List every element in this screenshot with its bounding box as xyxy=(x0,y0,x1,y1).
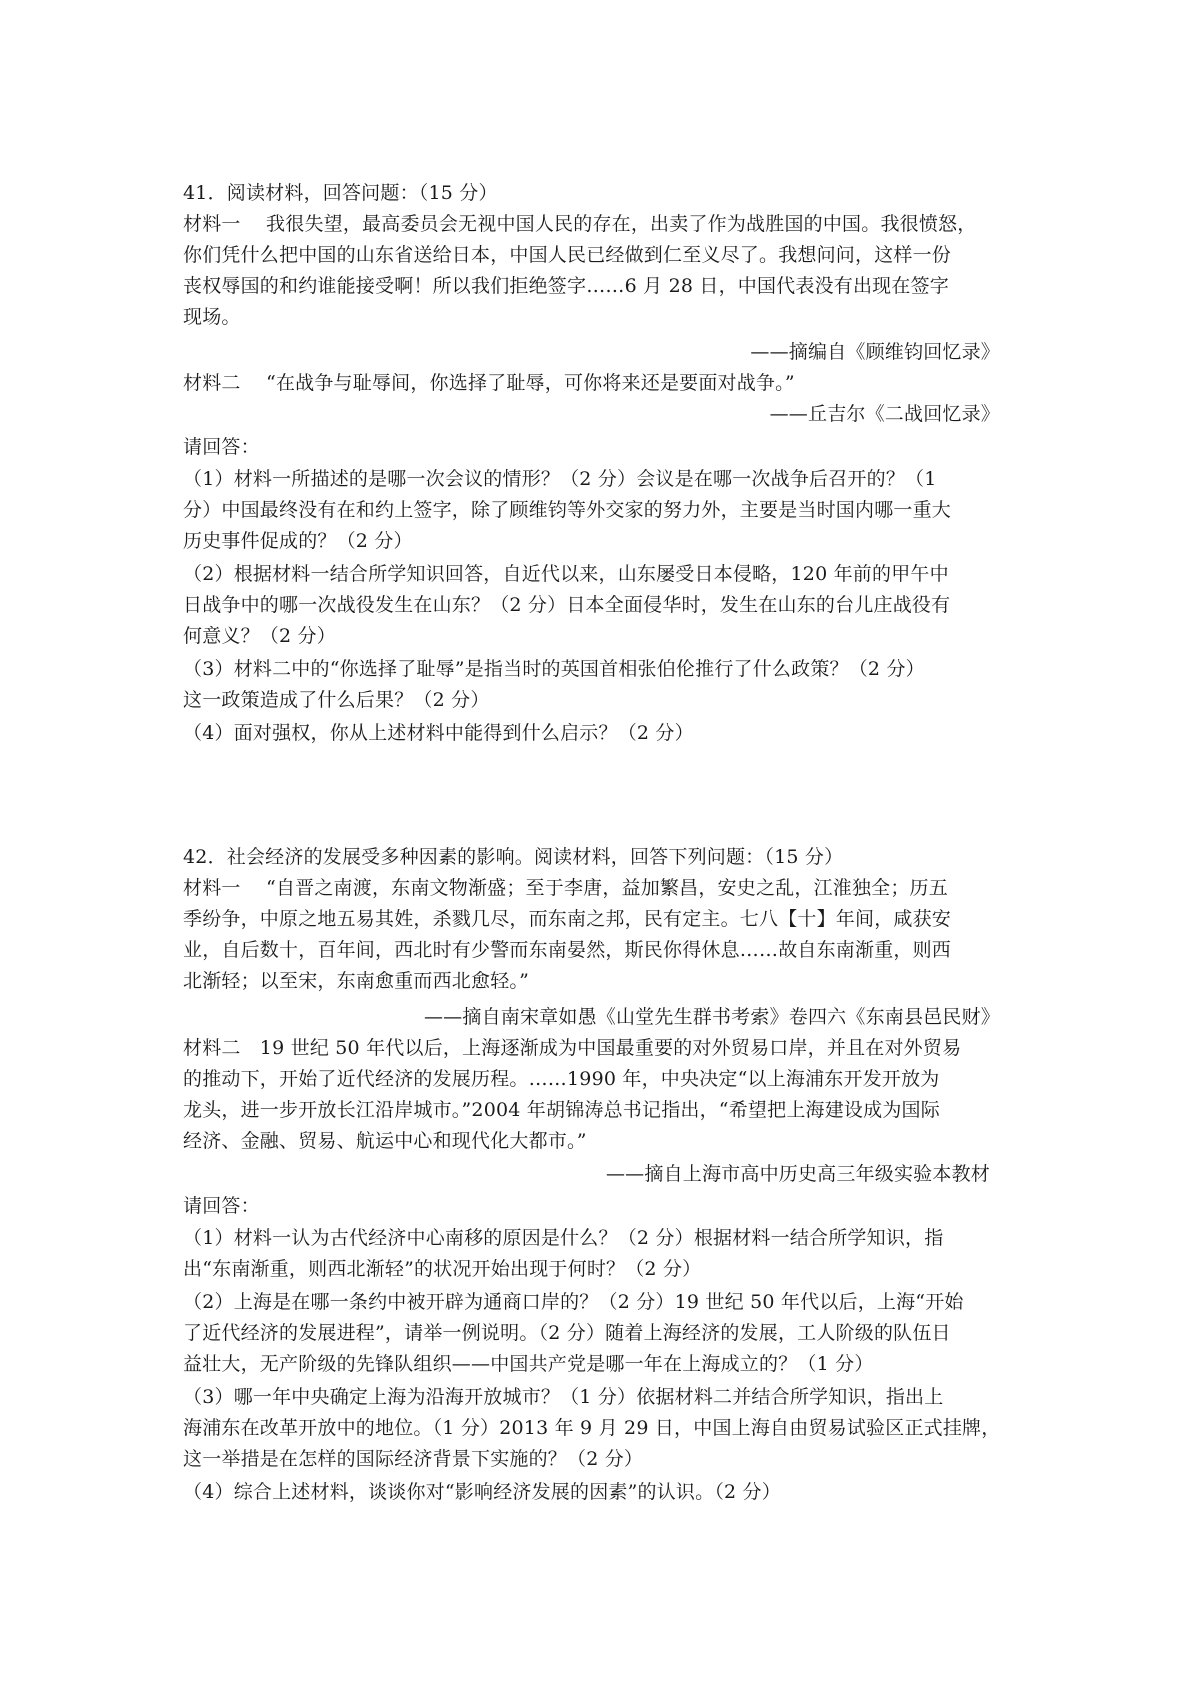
q41-material-1-line: 现场。 xyxy=(183,306,241,328)
q42-material-1-line: 季纷争，中原之地五易其姓，杀戮几尽，而东南之邦，民有定主。七八【十】年间，咸获安 xyxy=(183,908,952,930)
q41-material-2: 材料二 “在战争与耻辱间，你选择了耻辱，可你将来还是要面对战争。” xyxy=(183,372,795,394)
q42-material-2-line: 龙头，进一步开放长江沿岸城市。”2004 年胡锦涛总书记指出，“希望把上海建设成为国际 xyxy=(183,1099,940,1121)
q41-question-line: 这一政策造成了什么后果？（2 分） xyxy=(183,689,490,711)
q41-question-line: 历史事件促成的？（2 分） xyxy=(183,530,413,552)
q42-question-line: 出“东南渐重，则西北渐轻”的状况开始出现于何时？（2 分） xyxy=(183,1258,702,1280)
q42-question-line: 海浦东在改革开放中的地位。（1 分）2013 年 9 月 29 日，中国上海自由贸易试验区正式挂牌， xyxy=(183,1417,1001,1439)
q41-question-line: （4）面对强权，你从上述材料中能得到什么启示？（2 分） xyxy=(183,722,694,744)
q41-question-line: 日战争中的哪一次战役发生在山东？（2 分）日本全面侵华时，发生在山东的台儿庄战役有 xyxy=(183,594,951,616)
q42-material-2-line: 的推动下，开始了近代经济的发展历程。……1990 年，中央决定“以上海浦东开发开放为 xyxy=(183,1068,940,1090)
q42-question-line: 了近代经济的发展进程”，请举一例说明。（2 分）随着上海经济的发展，工人阶级的队伍日 xyxy=(183,1322,951,1344)
q42-answer-prompt: 请回答： xyxy=(183,1195,260,1217)
q41-answer-prompt: 请回答： xyxy=(183,436,260,458)
question-42-heading: 42．社会经济的发展受多种因素的影响。阅读材料，回答下列问题：（15 分） xyxy=(183,846,844,868)
q41-material-1-line: 材料一 我很失望，最高委员会无视中国人民的存在，出卖了作为战胜国的中国。我很愤怒， xyxy=(183,213,977,235)
q41-question-line: （2）根据材料一结合所学知识回答，自近代以来，山东屡受日本侵略，120 年前的甲午中 xyxy=(183,563,949,585)
q42-question-line: 这一举措是在怎样的国际经济背景下实施的？（2 分） xyxy=(183,1448,644,1470)
q42-question-line: （3）哪一年中央确定上海为沿海开放城市？（1 分）依据材料二并结合所学知识，指出上 xyxy=(183,1386,944,1408)
q42-material-2-line: 材料二 19 世纪 50 年代以后，上海逐渐成为中国最重要的对外贸易口岸，并且在对外贸易 xyxy=(183,1037,962,1059)
q42-material-2-source: ——摘自上海市高中历史高三年级实验本教材 xyxy=(605,1163,990,1185)
q42-material-1-source: ——摘自南宋章如愚《山堂先生群书考索》卷四六《东南县邑民财》 xyxy=(423,1006,1000,1028)
q41-material-1-line: 你们凭什么把中国的山东省送给日本，中国人民已经做到仁至义尽了。我想问问，这样一份 xyxy=(183,244,952,266)
q42-question-line: （2）上海是在哪一条约中被开辟为通商口岸的？（2 分）19 世纪 50 年代以后，上海“开始 xyxy=(183,1291,964,1313)
q42-material-1-line: 北渐轻；以至宋，东南愈重而西北愈轻。” xyxy=(183,970,530,992)
question-41-heading: 41．阅读材料，回答问题：（15 分） xyxy=(183,182,498,204)
q41-material-1-source: ——摘编自《顾维钧回忆录》 xyxy=(750,341,1000,363)
q42-material-1-line: 材料一 “自晋之南渡，东南文物渐盛；至于李唐，益加繁昌，安史之乱，江淮独全；历五 xyxy=(183,877,948,899)
q41-material-1-line: 丧权辱国的和约谁能接受啊！所以我们拒绝签字……6 月 28 日，中国代表没有出现在签字 xyxy=(183,275,949,297)
q42-material-1-line: 业，自后数十，百年间，西北时有少警而东南晏然，斯民你得休息……故自东南渐重，则西 xyxy=(183,939,952,961)
q41-question-line: 何意义？（2 分） xyxy=(183,625,336,647)
q41-question-line: （3）材料二中的“你选择了耻辱”是指当时的英国首相张伯伦推行了什么政策？（2 分） xyxy=(183,658,925,680)
q42-question-line: （1）材料一认为古代经济中心南移的原因是什么？（2 分）根据材料一结合所学知识，指 xyxy=(183,1227,944,1249)
q42-question-line: （4）综合上述材料，谈谈你对“影响经济发展的因素”的认识。（2 分） xyxy=(183,1481,781,1503)
q41-question-line: 分）中国最终没有在和约上签字，除了顾维钧等外交家的努力外，主要是当时国内哪一重大 xyxy=(183,499,952,521)
q42-material-2-line: 经济、金融、贸易、航运中心和现代化大都市。” xyxy=(183,1130,587,1152)
q42-question-line: 益壮大，无产阶级的先锋队组织——中国共产党是哪一年在上海成立的？（1 分） xyxy=(183,1353,874,1375)
q41-question-line: （1）材料一所描述的是哪一次会议的情形？（2 分）会议是在哪一次战争后召开的？（1 xyxy=(183,468,937,490)
q41-material-2-source: ——丘吉尔《二战回忆录》 xyxy=(769,403,1000,425)
